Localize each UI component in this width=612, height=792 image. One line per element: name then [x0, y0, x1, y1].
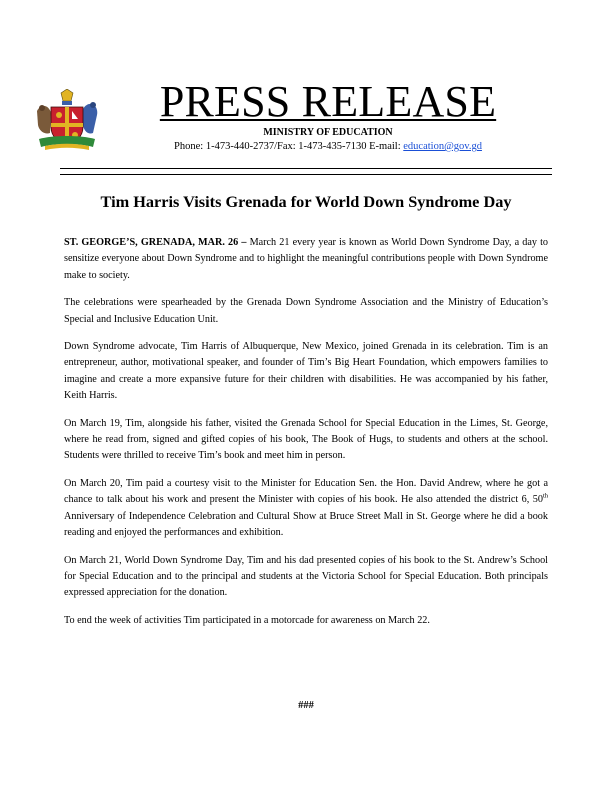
paragraph-2: The celebrations were spearheaded by the Grenada Down Syndrome Association and the Ministry of Education’s Special and Inclusive Education Unit. — [64, 297, 548, 325]
dateline: ST. GEORGE’S, GRENADA, MAR. 26 – — [64, 237, 247, 248]
paragraph-5-part-2: Anniversary of Independence Celebration and Cultural Show at Bruce Street Mall in St. George where he did a book reading and enjoyed the performances and exhibition. — [64, 510, 548, 539]
paragraph-3: Down Syndrome advocate, Tim Harris of Albuquerque, New Mexico, joined Grenada in its celebration. Tim is an entrepreneur, author, motivational speaker, and founder of Tim’s Big Heart Foundation, which empowers families to imagine and create a more expansive future for their children with disabilities. He was accompanied by his father, Keith Harris. — [64, 341, 548, 402]
ordinal-suffix: th — [542, 492, 548, 500]
header-divider-bottom — [60, 174, 552, 175]
paragraph-4: On March 19, Tim, alongside his father, visited the Grenada School for Special Education in the Limes, St. George, where he read from, signed and gifted copies of his book, The Book of Hugs, to students and others at the school. Students were thrilled to receive Tim’s book and meet him in person. — [64, 417, 548, 462]
coat-of-arms-icon — [33, 89, 101, 151]
email-link[interactable]: education@gov.gd — [403, 141, 482, 152]
ministry-name: MINISTRY OF EDUCATION — [263, 127, 393, 138]
paragraph-5-part-1: On March 20, Tim paid a courtesy visit to the Minister for Education Sen. the Hon. David Andrew, where he got a chance to talk about his work and present the Minister with copies of his book. He also attended the district 6, 50 — [64, 477, 548, 506]
end-mark: ### — [298, 700, 314, 711]
paragraph-1-text: March 21 every year is known as World Down Syndrome Day, a day to sensitize everyone about Down Syndrome and to highlight the meaningful contributions people with Down Syndrome make to society. — [64, 237, 548, 281]
paragraph-7: To end the week of activities Tim participated in a motorcade for awareness on March 22. — [64, 614, 430, 626]
article-body — [64, 235, 548, 640]
paragraph-1 — [64, 235, 548, 284]
article-headline: Tim Harris Visits Grenada for World Down Syndrome Day — [100, 192, 512, 211]
paragraph-6: On March 21, World Down Syndrome Day, Tim and his dad presented copies of his book to the St. Andrew’s School for Special Education and to the principal and students at the Victoria School for Special Education. Both principals expressed appreciation for the donation. — [64, 554, 548, 599]
press-release-title: PRESS RELEASE — [159, 77, 497, 126]
contact-line — [128, 141, 528, 152]
header-divider-top — [60, 168, 552, 169]
contact-phone-fax: Phone: 1-473-440-2737/Fax: 1-473-435-7130 E-mail: — [174, 141, 404, 152]
paragraph-5 — [64, 476, 548, 542]
